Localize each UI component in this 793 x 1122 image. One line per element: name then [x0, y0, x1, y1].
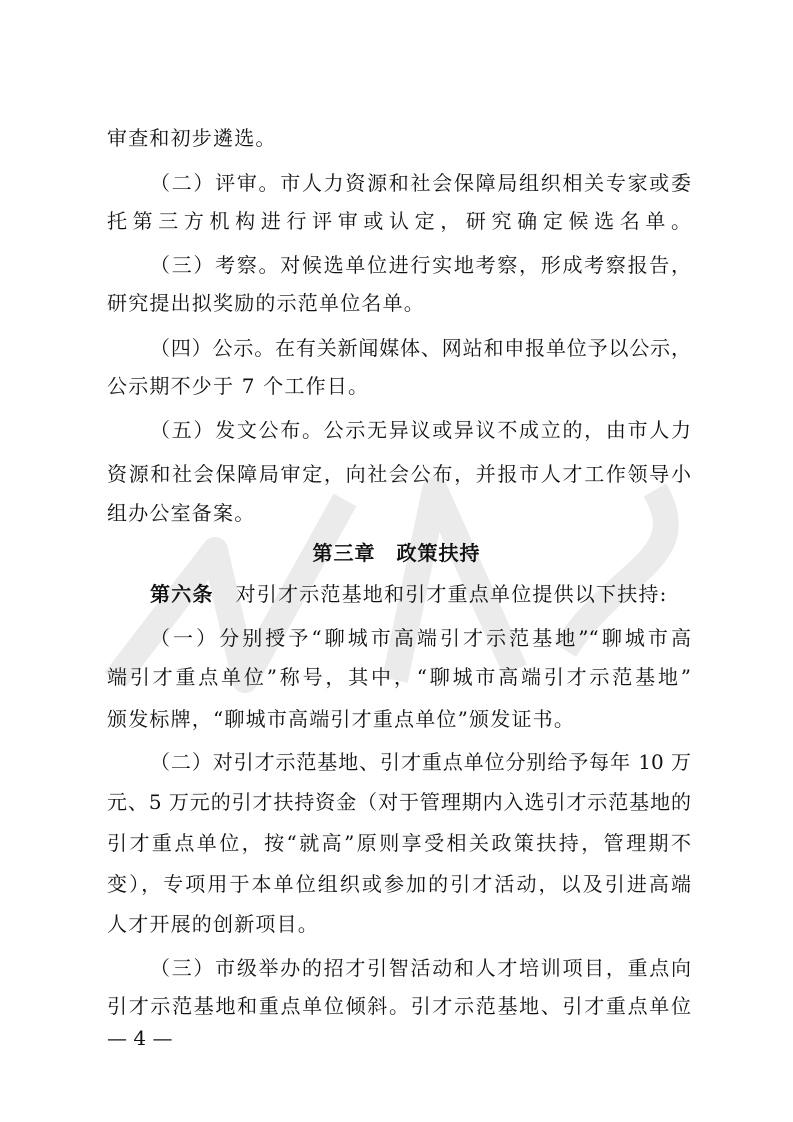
- text-line: 端引才重点单位”称号，其中，“聊城市高端引才示范基地”: [107, 665, 691, 689]
- text-line: 变），专项用于本单位组织或参加的引才活动，以及引进高端: [107, 872, 691, 896]
- text-line: 人才开展的创新项目。: [107, 912, 319, 936]
- text-line: （三）市级举办的招才引智活动和人才培训项目，重点向: [150, 956, 691, 980]
- text-line: （三）考察。对候选单位进行实地考察，形成考察报告，: [150, 253, 691, 277]
- text-line: 颁发标牌，“聊城市高端引才重点单位”颁发证书。: [107, 707, 576, 731]
- text-line: 引才示范基地和重点单位倾斜。引才示范基地、引才重点单位: [107, 994, 691, 1018]
- text-line: 资源和社会保障局审定，向社会公布，并报市人才工作领导小: [107, 462, 691, 486]
- text-line: 公示期不少于 7 个工作日。: [107, 374, 370, 398]
- text-line: 组办公室备案。: [107, 501, 256, 525]
- text-line: （二）对引才示范基地、引才重点单位分别给予每年 10 万: [150, 750, 691, 774]
- text-line: 托第三方机构进行评审或认定，研究确定候选名单。: [107, 209, 691, 233]
- text-line: （一）分别授予“聊城市高端引才示范基地”“聊城市高: [150, 626, 691, 650]
- text-line: （二）评审。市人力资源和社会保障局组织相关专家或委: [150, 171, 691, 195]
- text-line: （四）公示。在有关新闻媒体、网站和申报单位予以公示，: [150, 336, 691, 360]
- chapter-heading: 第三章 政策扶持: [312, 541, 481, 565]
- text-line: （五）发文公布。公示无异议或异议不成立的，由市人力: [150, 418, 691, 442]
- article-text: 对引才示范基地和引才重点单位提供以下扶持:: [235, 582, 668, 606]
- article-line: [150, 584, 691, 604]
- text-line: 研究提出拟奖励的示范单位名单。: [107, 291, 425, 315]
- page-number: — 4 —: [107, 1026, 173, 1050]
- text-line: 引才重点单位，按“就高”原则享受相关政策扶持，管理期不: [107, 831, 691, 855]
- text-line: 元、5 万元的引才扶持资金（对于管理期内入选引才示范基地的: [107, 790, 691, 814]
- text-line: 审查和初步遴选。: [107, 126, 277, 150]
- article-label: 第六条: [150, 582, 214, 606]
